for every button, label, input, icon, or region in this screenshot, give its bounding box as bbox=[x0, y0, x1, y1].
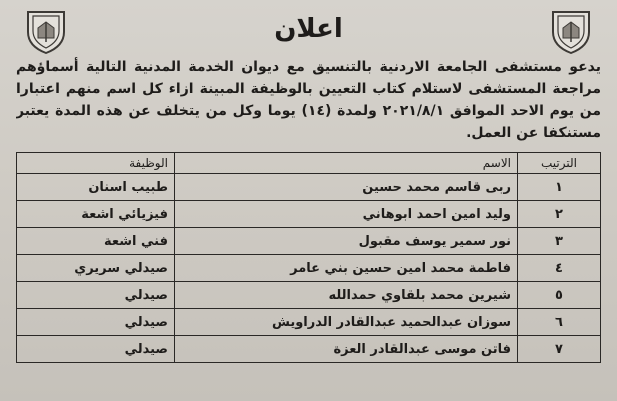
row-name: فاطمة محمد امين حسين بني عامر bbox=[175, 255, 518, 282]
announcement-title: اعلان bbox=[274, 14, 343, 44]
table-row bbox=[17, 309, 601, 336]
row-job: صيدلي bbox=[17, 336, 175, 363]
row-name: نور سمير يوسف مقبول bbox=[175, 228, 518, 255]
row-rank: ٧ bbox=[518, 336, 601, 363]
table-row bbox=[17, 228, 601, 255]
row-rank: ٤ bbox=[518, 255, 601, 282]
table-row bbox=[17, 282, 601, 309]
row-name: فاتن موسى عبدالقادر العزة bbox=[175, 336, 518, 363]
announcement-header bbox=[10, 6, 607, 54]
table-row bbox=[17, 336, 601, 363]
row-rank: ١ bbox=[518, 174, 601, 201]
table-row bbox=[17, 201, 601, 228]
row-job: صيدلي سريري bbox=[17, 255, 175, 282]
row-rank: ٥ bbox=[518, 282, 601, 309]
row-rank: ٣ bbox=[518, 228, 601, 255]
table-row bbox=[17, 174, 601, 201]
header-rank: الترتيب bbox=[518, 153, 601, 174]
row-name: وليد امين احمد ابوهاني bbox=[175, 201, 518, 228]
row-name: ربى قاسم محمد حسين bbox=[175, 174, 518, 201]
appointees-table bbox=[16, 152, 601, 363]
row-job: طبيب اسنان bbox=[17, 174, 175, 201]
row-job: صيدلي bbox=[17, 309, 175, 336]
announcement-body: يدعو مستشفى الجامعة الاردنية بالتنسيق مع ديوان الخدمة المدنية التالية أسماؤهم مراجعة المستشفى لاستلام كتاب التعيين بالوظيفة المبينة ازاء كل اسم منهم اعتبارا من يوم الاحد الموافق ٢٠٢١/٨/١ ولمدة (١٤) يوما وكل من يتخلف عن هذه المدة يعتبر مستنكفا عن العمل. bbox=[16, 59, 601, 141]
table-header-row bbox=[17, 153, 601, 174]
table-row bbox=[17, 255, 601, 282]
row-job: صيدلي bbox=[17, 282, 175, 309]
university-crest-icon bbox=[549, 8, 593, 54]
row-name: سوزان عبدالحميد عبدالقادر الدراويش bbox=[175, 309, 518, 336]
header-job: الوظيفة bbox=[17, 153, 175, 174]
row-rank: ٢ bbox=[518, 201, 601, 228]
row-job: فني اشعة bbox=[17, 228, 175, 255]
row-rank: ٦ bbox=[518, 309, 601, 336]
row-name: شيرين محمد بلقاوي حمدالله bbox=[175, 282, 518, 309]
row-job: فيزيائي اشعة bbox=[17, 201, 175, 228]
header-name: الاسم bbox=[175, 153, 518, 174]
